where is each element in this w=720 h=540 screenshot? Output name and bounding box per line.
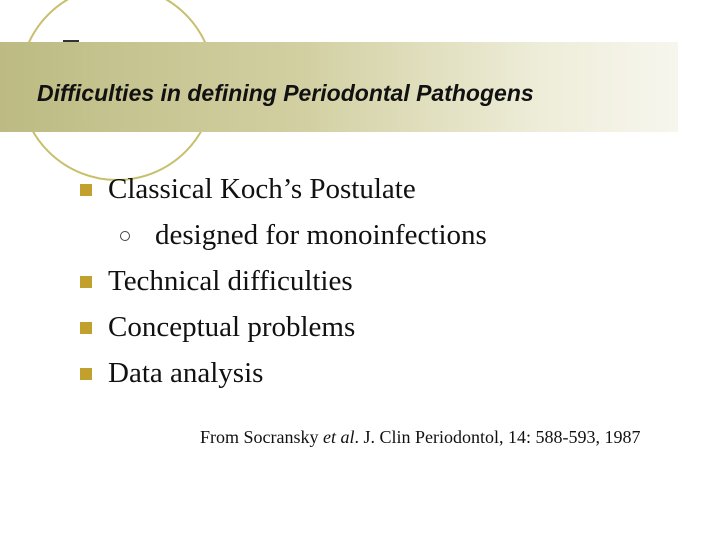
- circle-bullet-icon: [120, 231, 130, 241]
- bullet-text: Conceptual problems: [108, 311, 356, 343]
- slide-title: Difficulties in defining Periodontal Pathogens: [37, 80, 534, 106]
- citation-suffix: . J. Clin Periodontol, 14: 588-593, 1987: [354, 427, 641, 447]
- title-tick-mark: [63, 40, 79, 42]
- citation-italic: et al: [323, 427, 355, 447]
- square-bullet-icon: [80, 322, 92, 334]
- square-bullet-icon: [80, 368, 92, 380]
- bullet-text: Data analysis: [108, 357, 264, 389]
- bullet-text: Classical Koch’s Postulate: [108, 173, 416, 205]
- bullet-text: Technical difficulties: [108, 265, 353, 297]
- sub-bullet-text: designed for monoinfections: [155, 219, 487, 251]
- citation-prefix: From Socransky: [200, 427, 323, 447]
- square-bullet-icon: [80, 276, 92, 288]
- square-bullet-icon: [80, 184, 92, 196]
- citation: [200, 427, 641, 448]
